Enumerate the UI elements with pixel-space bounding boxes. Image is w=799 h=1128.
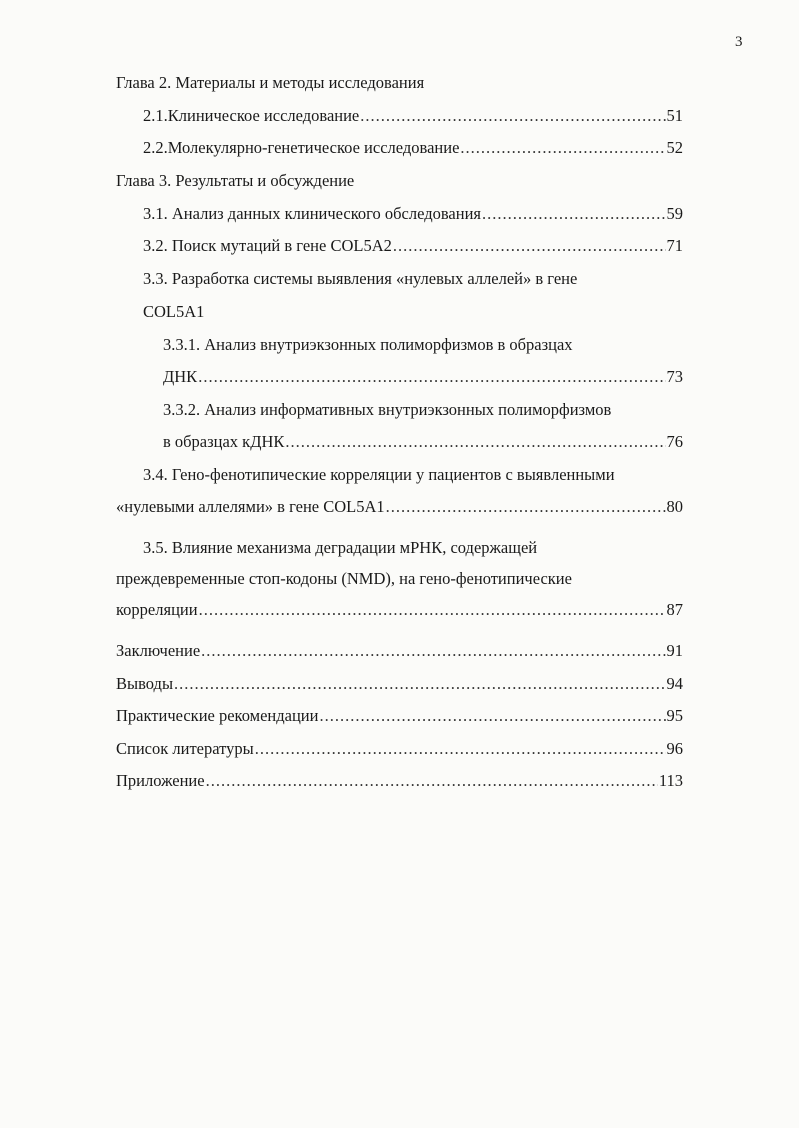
toc-entry-text: Заключение [116,641,201,660]
dot-leader [174,674,665,694]
toc-entry-conclusion[interactable] [116,641,683,661]
dot-leader [255,739,666,759]
dot-leader [460,138,665,158]
toc-entry-3-3-2-line1: 3.3.2. Анализ информативных внутриэкзонных полиморфизмов [163,400,612,419]
toc-page-number: 91 [666,641,683,660]
dot-leader [482,204,666,224]
toc-entry-3-4[interactable] [116,497,683,517]
dot-leader [285,432,665,452]
toc-entry-3-3-line1: 3.3. Разработка системы выявления «нулевых аллелей» в гене [143,269,578,288]
dot-leader [393,236,666,256]
toc-entry-text: Приложение [116,771,205,790]
toc-entry-3-1[interactable] [143,204,683,224]
toc-entry-text: «нулевыми аллелями» в гене COL5A1 [116,497,385,516]
toc-entry-text: 3.1. Анализ данных клинического обследования [143,204,481,223]
toc-entry-text: 3.2. Поиск мутаций в гене COL5A2 [143,236,392,255]
dot-leader [360,106,665,126]
toc-page-number: 51 [666,106,683,125]
toc-entry-recommendations[interactable] [116,706,683,726]
toc-entry-text: 2.1.Клиническое исследование [143,106,360,125]
toc-page-number: 95 [666,706,683,725]
dot-leader [198,367,665,387]
toc-page-number: 71 [666,236,683,255]
toc-entry-text: Выводы [116,674,174,693]
dot-leader [386,497,666,517]
toc-entry-text: корреляции [116,600,198,619]
dot-leader [206,771,658,791]
dot-leader [199,600,666,620]
toc-page-number: 59 [666,204,683,223]
toc-entry-text: в образцах кДНК [163,432,285,451]
toc-chapter-2-title: Глава 2. Материалы и методы исследования [116,73,425,92]
toc-page-number: 80 [666,497,683,516]
dot-leader [319,706,665,726]
toc-page-number: 76 [666,432,683,451]
toc-entry-text: Практические рекомендации [116,706,319,725]
toc-entry-3-5[interactable] [116,600,683,620]
toc-page-number: 96 [666,739,683,758]
toc-page-number: 87 [666,600,683,619]
toc-page-number: 52 [666,138,683,157]
toc-entry-3-4-line1: 3.4. Гено-фенотипические корреляции у пациентов с выявленными [143,465,615,484]
toc-page-number: 113 [658,771,683,790]
toc-entry-3-3-1[interactable] [163,367,683,387]
toc-entry-appendix[interactable] [116,771,683,791]
toc-entry-3-3-line2: COL5A1 [143,302,205,321]
toc-entry-text: Список литературы [116,739,254,758]
toc-entry-3-2[interactable] [143,236,683,256]
toc-entry-findings[interactable] [116,674,683,694]
toc-entry-3-5-line1: 3.5. Влияние механизма деградации мРНК, содержащей [143,538,538,557]
toc-entry-2-1[interactable] [143,106,683,126]
toc-chapter-3-title: Глава 3. Результаты и обсуждение [116,171,355,190]
page-number: 3 [735,34,743,50]
toc-entry-text: 2.2.Молекулярно-генетическое исследование [143,138,460,157]
toc-entry-references[interactable] [116,739,683,759]
toc-entry-2-2[interactable] [143,138,683,158]
toc-page-number: 73 [666,367,683,386]
toc-entry-3-3-1-line1: 3.3.1. Анализ внутриэкзонных полиморфизмов в образцах [163,335,573,354]
toc-entry-text: ДНК [163,367,198,386]
toc-entry-3-5-line2: преждевременные стоп-кодоны (NMD), на гено-фенотипические [116,569,572,588]
dot-leader [201,641,665,661]
toc-page-number: 94 [666,674,683,693]
toc-entry-3-3-2[interactable] [163,432,683,452]
